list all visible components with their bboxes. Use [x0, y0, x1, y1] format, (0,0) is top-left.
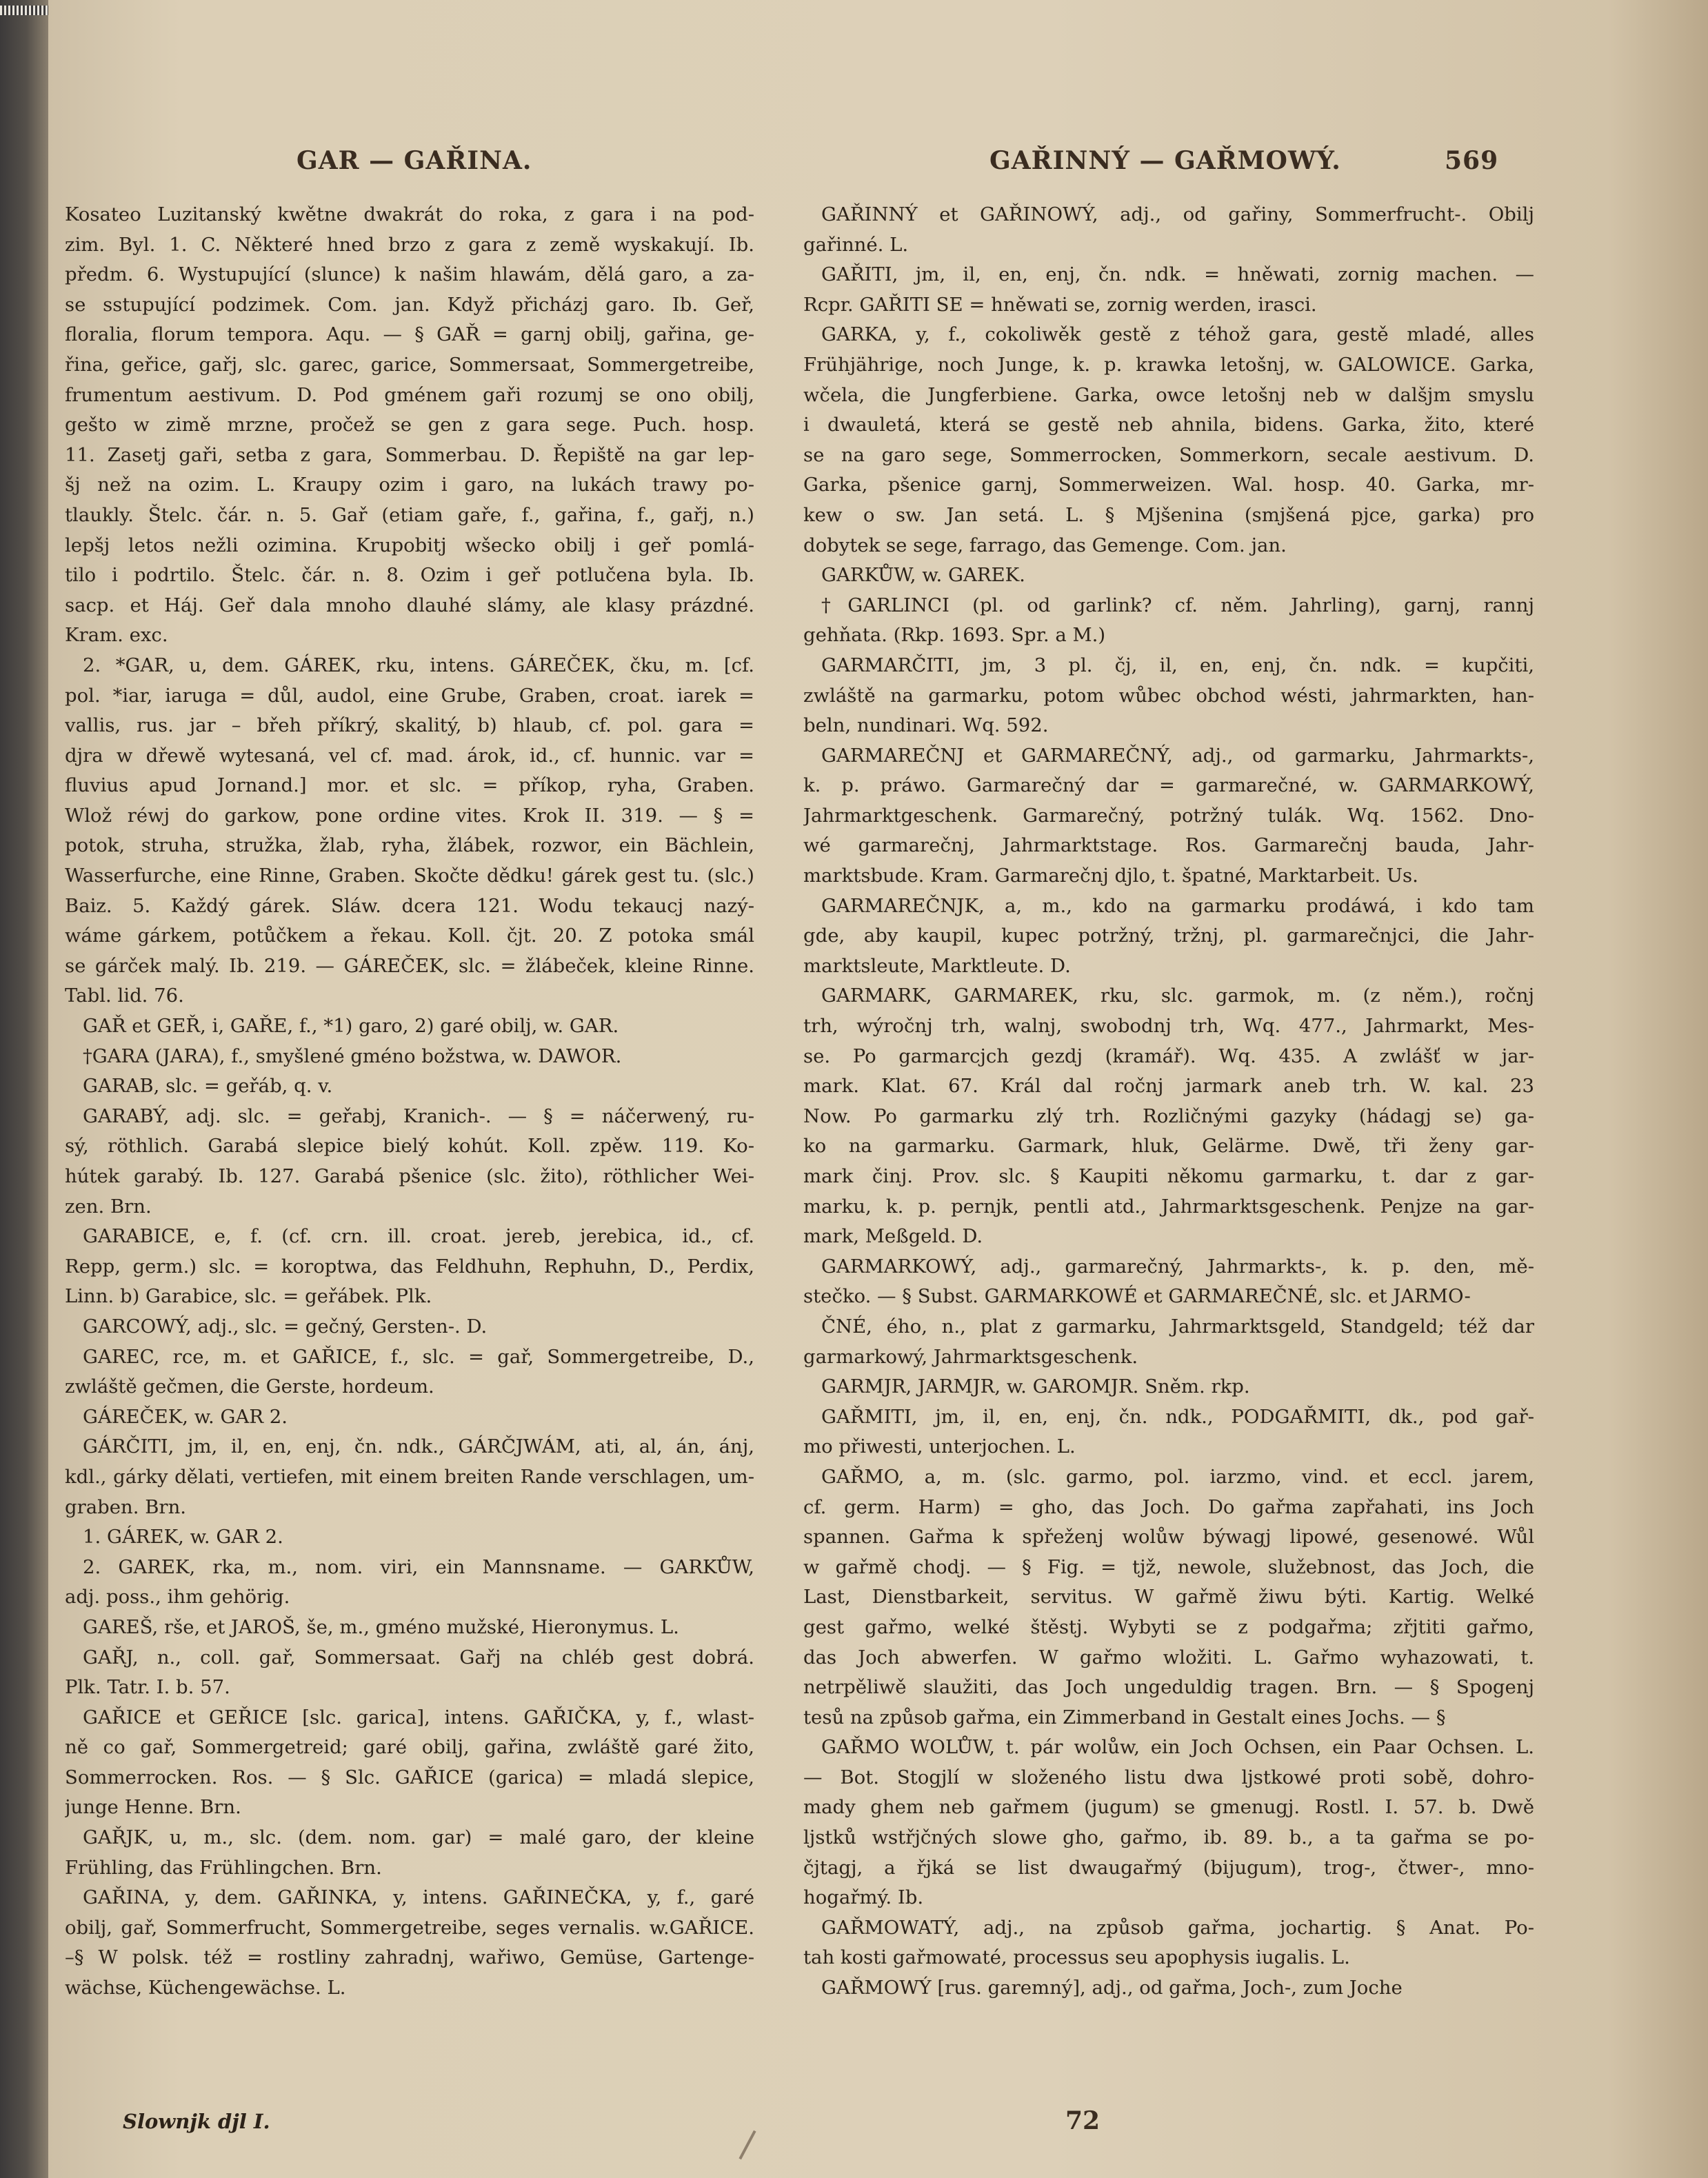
text-line: GARCOWÝ, adj., slc. = gečný, Gersten-. D.: [83, 1315, 488, 1338]
text-line: beln, nundinari. Wq. 592.: [803, 714, 1049, 737]
book-spine: [0, 0, 48, 2178]
text-line: vallis, rus. jar – břeh příkrý, skalitý, b) hlaub, cf. pol. gara =: [65, 714, 754, 737]
text-line: stečko. — § Subst. GARMARKOWÉ et GARMAREČNÉ, slc. et JARMO-: [803, 1285, 1471, 1308]
text-line: hogařmý. Ib.: [803, 1886, 924, 1909]
text-line: GÁREČEK, w. GAR 2.: [83, 1405, 288, 1428]
text-line: zen. Brn.: [65, 1195, 152, 1218]
text-line: mo přiwesti, unterjochen. L.: [803, 1435, 1076, 1458]
text-line: obilj, gař, Sommerfrucht, Sommergetreibe, seges vernalis. w.GAŘICE.: [65, 1916, 754, 1939]
text-line: GAŘJ, n., coll. gař, Sommersaat. Gařj na chléb gest dobrá.: [83, 1646, 754, 1668]
text-line: fluvius apud Jornand.] mor. et slc. = příkop, ryha, Graben.: [65, 774, 754, 797]
text-line: Last, Dienstbarkeit, servitus. W gařmě žiwu býti. Kartig. Welké: [803, 1586, 1534, 1609]
text-line: k. p. práwo. Garmarečný dar = garmarečné, w. GARMARKOWÝ,: [803, 774, 1534, 797]
signature-mark: Slownjk djl I.: [123, 2110, 270, 2133]
text-line: zwláště na garmarku, potom wůbec obchod wésti, jahrmarkten, han-: [803, 684, 1534, 707]
text-line: kew o sw. Jan setá. L. § Mjšenina (smjšená pjce, garka) pro: [803, 503, 1534, 526]
text-line: GAŘINA, y, dem. GAŘINKA, y, intens. GAŘINEČKA, y, f., garé: [83, 1886, 754, 1909]
text-line: Sommerrocken. Ros. — § Slc. GAŘICE (garica) = mladá slepice,: [65, 1766, 754, 1788]
text-line: garmarkowý, Jahrmarktsgeschenk.: [803, 1345, 1138, 1368]
text-line: netrpěliwě slaužiti, das Joch ungeduldig tragen. Brn. — § Spogenj: [803, 1676, 1534, 1699]
text-line: wčela, die Jungferbiene. Garka, owce letošnj neb w dalšjm smyslu: [803, 383, 1534, 406]
text-line: tlaukly. Štelc. čár. n. 5. Gař (etiam gaře, f., gařina, f., gařj, n.): [65, 503, 754, 526]
running-head-left: GAR — GAŘINA.: [297, 146, 532, 175]
text-line: Frühjährige, noch Junge, k. p. krawka letošnj, w. GALOWICE. Garka,: [803, 353, 1534, 376]
text-line: GAŘMO WOLŮW, t. pár wolůw, ein Joch Ochsen, ein Paar Ochsen. L.: [821, 1736, 1534, 1759]
text-line: Kosateo Luzitanský kwětne dwakrát do roka, z gara i na pod-: [65, 203, 754, 225]
text-line: Tabl. lid. 76.: [65, 985, 184, 1007]
text-line: tah kosti gařmowaté, processus seu apophysis iugalis. L.: [803, 1946, 1350, 1969]
page-number: 569: [1445, 146, 1499, 175]
text-line: GARMARK, GARMAREK, rku, slc. garmok, m. (z něm.), ročnj: [821, 985, 1534, 1007]
text-line: mark činj. Prov. slc. § Kaupiti někomu garmarku, t. dar z gar-: [803, 1165, 1534, 1187]
text-line: kdl., gárky dělati, vertiefen, mit einem breiten Rande verschlagen, um-: [65, 1465, 754, 1488]
text-line: pol. *iar, iaruga = důl, audol, eine Grube, Graben, croat. iarek =: [65, 684, 754, 707]
text-line: dobytek se sege, farrago, das Gemenge. Com. jan.: [803, 534, 1287, 556]
text-line: 2. GAREK, rka, m., nom. viri, ein Mannsname. — GARKŮW,: [83, 1555, 754, 1578]
text-line: gešto w zimě mrzne, pročež se gen z gara sege. Puch. hosp.: [65, 414, 754, 436]
text-line: 1. GÁREK, w. GAR 2.: [83, 1526, 283, 1549]
text-line: se sstupující podzimek. Com. jan. Když přicházj garo. Ib. Geř,: [65, 293, 754, 316]
running-head-right: GAŘINNÝ — GAŘMOWÝ.: [989, 146, 1341, 175]
text-line: ně co gař, Sommergetreid; garé obilj, gařina, zwláště garé žito,: [65, 1736, 754, 1759]
text-line: sý, röthlich. Garabá slepice bielý kohút. Koll. zpěw. 119. Ko-: [65, 1135, 754, 1158]
text-line: das Joch abwerfen. W gařmo wložiti. L. Gařmo wyhazowati, t.: [803, 1646, 1534, 1668]
text-line: mark. Klat. 67. Král dal ročnj jarmark aneb trh. W. kal. 23: [803, 1075, 1534, 1098]
text-line: gařinné. L.: [803, 233, 909, 256]
text-line: Jahrmarktgeschenk. Garmarečný, potržný tulák. Wq. 1562. Dno-: [803, 804, 1534, 827]
text-line: GARABICE, e, f. (cf. crn. ill. croat. jereb, jerebica, id., cf.: [83, 1225, 754, 1248]
text-line: Rcpr. GAŘITI SE = hněwati se, zornig werden, irasci.: [803, 293, 1317, 316]
text-line: potok, struha, stružka, žlab, ryha, žlábek, rozwor, ein Bächlein,: [65, 834, 754, 857]
text-line: Now. Po garmarku zlý trh. Rozličnými gazyky (hádagj se) ga-: [803, 1105, 1534, 1127]
text-line: spannen. Gařma k spřeženj wolůw býwagj lipowé, gesenowé. Wůl: [803, 1526, 1534, 1549]
text-line: GAŘJK, u, m., slc. (dem. nom. gar) = malé garo, der kleine: [83, 1826, 754, 1849]
text-line: i dwauletá, která se gestě neb ahnila, bidens. Garka, žito, které: [803, 414, 1534, 436]
text-line: gehňata. (Rkp. 1693. Spr. a M.): [803, 624, 1106, 647]
text-line: ljstků wstřjčných slowe gho, gařmo, ib. 89. b., a ta gařma se po-: [803, 1826, 1534, 1849]
text-line: GAŘMOWÝ [rus. garemný], adj., od gařma, Joch-, zum Joche: [821, 1977, 1403, 1999]
text-line: GARAB, slc. = geřáb, q. v.: [83, 1075, 333, 1098]
text-line: GAŘITI, jm, il, en, enj, čn. ndk. = hněwati, zornig machen. —: [821, 263, 1534, 286]
text-line: djra w dřewě wytesaná, vel cf. mad. árok, id., cf. hunnic. var =: [65, 744, 754, 767]
text-line: GAREŠ, rše, et JAROŠ, še, m., gméno mužské, Hieronymus. L.: [83, 1615, 679, 1638]
text-line: †GARA (JARA), f., smyšlené gméno božstwa, w. DAWOR.: [83, 1045, 622, 1067]
text-line: frumentum aestivum. D. Pod gménem gaři rozumj se ono obilj,: [65, 383, 754, 406]
text-line: šj než na ozim. L. Kraupy ozim i garo, na lukách trawy po-: [65, 474, 754, 496]
text-line: trh, wýročnj trh, walnj, swobodnj trh, Wq. 477., Jahrmarkt, Mes-: [803, 1015, 1534, 1038]
text-line: Plk. Tatr. I. b. 57.: [65, 1676, 230, 1699]
text-line: †GARLINCI (pl. od garlink? cf. něm. Jahrling), garnj, rannj: [821, 594, 1534, 616]
text-line: tilo i podrtilo. Štelc. čár. n. 8. Ozim i geř potlučena byla. Ib.: [65, 564, 754, 587]
text-line: Linn. b) Garabice, slc. = geřábek. Plk.: [65, 1285, 432, 1308]
text-line: cf. germ. Harm) = gho, das Joch. Do gařma zapřahati, ins Joch: [803, 1495, 1534, 1518]
text-line: mady ghem neb gařmem (jugum) se gmenugj. Rostl. I. 57. b. Dwě: [803, 1796, 1534, 1819]
text-line: gde, aby kaupil, kupec potržný, tržnj, pl. garmarečnjci, die Jahr-: [803, 925, 1534, 947]
text-line: se na garo sege, Sommerrocken, Sommerkorn, secale aestivum. D.: [803, 443, 1534, 466]
left-column: [65, 200, 754, 2004]
text-line: GARMARKOWÝ, adj., garmarečný, Jahrmarkts-, k. p. den, mě-: [821, 1255, 1534, 1278]
text-line: ČNÉ, ého, n., plat z garmarku, Jahrmarktsgeld, Standgeld; též dar: [821, 1315, 1534, 1338]
text-line: GARMAREČNJ et GARMAREČNÝ, adj., od garmarku, Jahrmarkts-,: [821, 744, 1534, 767]
text-line: GARMARČITI, jm, 3 pl. čj, il, en, enj, čn. ndk. = kupčiti,: [821, 654, 1534, 676]
text-line: ko na garmarku. Garmark, hluk, Gelärme. Dwě, tři ženy gar-: [803, 1135, 1534, 1158]
text-line: Frühling, das Frühlingchen. Brn.: [65, 1856, 382, 1879]
text-line: Wasserfurche, eine Rinne, Graben. Skočte dědku! gárek gest tu. (slc.): [65, 865, 754, 887]
text-line: GAŘMO, a, m. (slc. garmo, pol. iarzmo, vind. et eccl. jarem,: [821, 1465, 1534, 1488]
right-column: [803, 200, 1534, 2004]
text-line: předm. 6. Wystupující (slunce) k našim hlawám, dělá garo, a za-: [65, 263, 754, 286]
text-line: Kram. exc.: [65, 624, 168, 647]
text-line: graben. Brn.: [65, 1495, 187, 1518]
text-line: 2. *GAR, u, dem. GÁREK, rku, intens. GÁREČEK, čku, m. [cf.: [83, 654, 754, 676]
text-line: hútek garabý. Ib. 127. Garabá pšenice (slc. žito), röthlicher Wei-: [65, 1165, 754, 1187]
text-line: junge Henne. Brn.: [65, 1796, 241, 1819]
text-line: GAŘMITI, jm, il, en, enj, čn. ndk., PODGAŘMITI, dk., pod gař-: [821, 1405, 1534, 1428]
text-line: GAREC, rce, m. et GAŘICE, f., slc. = gař, Sommergetreibe, D.,: [83, 1345, 754, 1368]
text-line: mark, Meßgeld. D.: [803, 1225, 983, 1248]
spine-ruler-mark: [0, 6, 48, 15]
text-line: lepšj letos nežli ozimina. Krupobitj wšecko obilj i geř pomlá-: [65, 534, 754, 556]
text-line: Garka, pšenice garnj, Sommerweizen. Wal. hosp. 40. Garka, mr-: [803, 474, 1534, 496]
text-line: GAŘICE et GEŘICE [slc. garica], intens. GAŘIČKA, y, f., wlast-: [83, 1706, 754, 1728]
text-line: se gárček malý. Ib. 219. — GÁREČEK, slc. = žlábeček, kleine Rinne.: [65, 954, 754, 977]
text-line: GARKŮW, w. GAREK.: [821, 564, 1025, 587]
text-line: GAŘMOWATÝ, adj., na způsob gařma, jochartig. § Anat. Po-: [821, 1916, 1534, 1939]
text-line: adj. poss., ihm gehörig.: [65, 1586, 290, 1609]
text-line: zim. Byl. 1. C. Některé hned brzo z gara z země wyskakují. Ib.: [65, 233, 754, 256]
pen-mark: [739, 2130, 756, 2159]
text-line: Repp, germ.) slc. = koroptwa, das Feldhuhn, Rephuhn, D., Perdix,: [65, 1255, 754, 1278]
text-line: GAŘ et GEŘ, i, GAŘE, f., *1) garo, 2) garé obilj, w. GAR.: [83, 1015, 619, 1038]
text-line: GARMJR, JARMJR, w. GAROMJR. Sněm. rkp.: [821, 1375, 1250, 1398]
signature-number: 72: [1065, 2106, 1101, 2135]
text-line: řina, geřice, gařj, slc. garec, garice, Sommersaat, Sommergetreibe,: [65, 353, 754, 376]
text-line: GARKA, y, f., cokoliwěk gestě z téhož gara, gestě mladé, alles: [821, 323, 1534, 346]
text-line: Baiz. 5. Každý gárek. Sláw. dcera 121. Wodu tekaucj nazý-: [65, 894, 754, 917]
text-line: marktsleute, Marktleute. D.: [803, 954, 1071, 977]
text-line: GÁRČITI, jm, il, en, enj, čn. ndk., GÁRČJWÁM, ati, al, án, ánj,: [83, 1435, 754, 1458]
dictionary-page: [48, 0, 1708, 2178]
text-line: se. Po garmarcjch gezdj (kramář). Wq. 435. A zwlášť w jar-: [803, 1045, 1534, 1067]
text-line: GARABÝ, adj. slc. = geřabj, Kranich-. — § = náčerwený, ru-: [83, 1105, 754, 1127]
text-line: zwláště gečmen, die Gerste, hordeum.: [65, 1375, 434, 1398]
text-line: tesů na způsob gařma, ein Zimmerband in Gestalt eines Jochs. — §: [803, 1706, 1446, 1728]
text-line: marktsbude. Kram. Garmarečnj djlo, t. špatné, Marktarbeit. Us.: [803, 865, 1418, 887]
text-line: — Bot. Stogjlí w složeného listu dwa ljstkowé proti sobě, dohro-: [803, 1766, 1534, 1788]
text-line: GARMAREČNJK, a, m., kdo na garmarku prodáwá, i kdo tam: [821, 894, 1534, 917]
text-line: Wlož réwj do garkow, pone ordine vites. Krok II. 319. — § =: [65, 804, 754, 827]
text-line: sacp. et Háj. Geř dala mnoho dlauhé slámy, ale klasy prázdné.: [65, 594, 754, 616]
text-line: wé garmarečnj, Jahrmarktstage. Ros. Garmarečnj bauda, Jahr-: [803, 834, 1534, 857]
text-line: w gařmě chodj. — § Fig. = tjž, newole, služebnost, das Joch, die: [803, 1555, 1534, 1578]
text-line: GAŘINNÝ et GAŘINOWÝ, adj., od gařiny, Sommerfrucht-. Obilj: [821, 203, 1534, 225]
text-line: gest gařmo, welké štěstj. Wybyti se z podgařma; zřjtiti gařmo,: [803, 1615, 1534, 1638]
text-line: wächse, Küchengewächse. L.: [65, 1977, 346, 1999]
text-line: čjtagj, a řjká se list dwaugařmý (bijugum), trog-, čtwer-, mno-: [803, 1856, 1534, 1879]
text-line: –§ W polsk. též = rostliny zahradnj, wařiwo, Gemüse, Gartenge-: [65, 1946, 754, 1969]
text-line: floralia, florum tempora. Aqu. — § GAŘ = garnj obilj, gařina, ge-: [65, 323, 754, 346]
text-line: marku, k. p. pernjk, pentli atd., Jahrmarktsgeschenk. Penjze na gar-: [803, 1195, 1534, 1218]
text-line: wáme gárkem, potůčkem a řekau. Koll. čjt. 20. Z potoka smál: [65, 925, 754, 947]
text-line: 11. Zasetj gaři, setba z gara, Sommerbau. D. Řepiště na gar lep-: [65, 443, 754, 466]
